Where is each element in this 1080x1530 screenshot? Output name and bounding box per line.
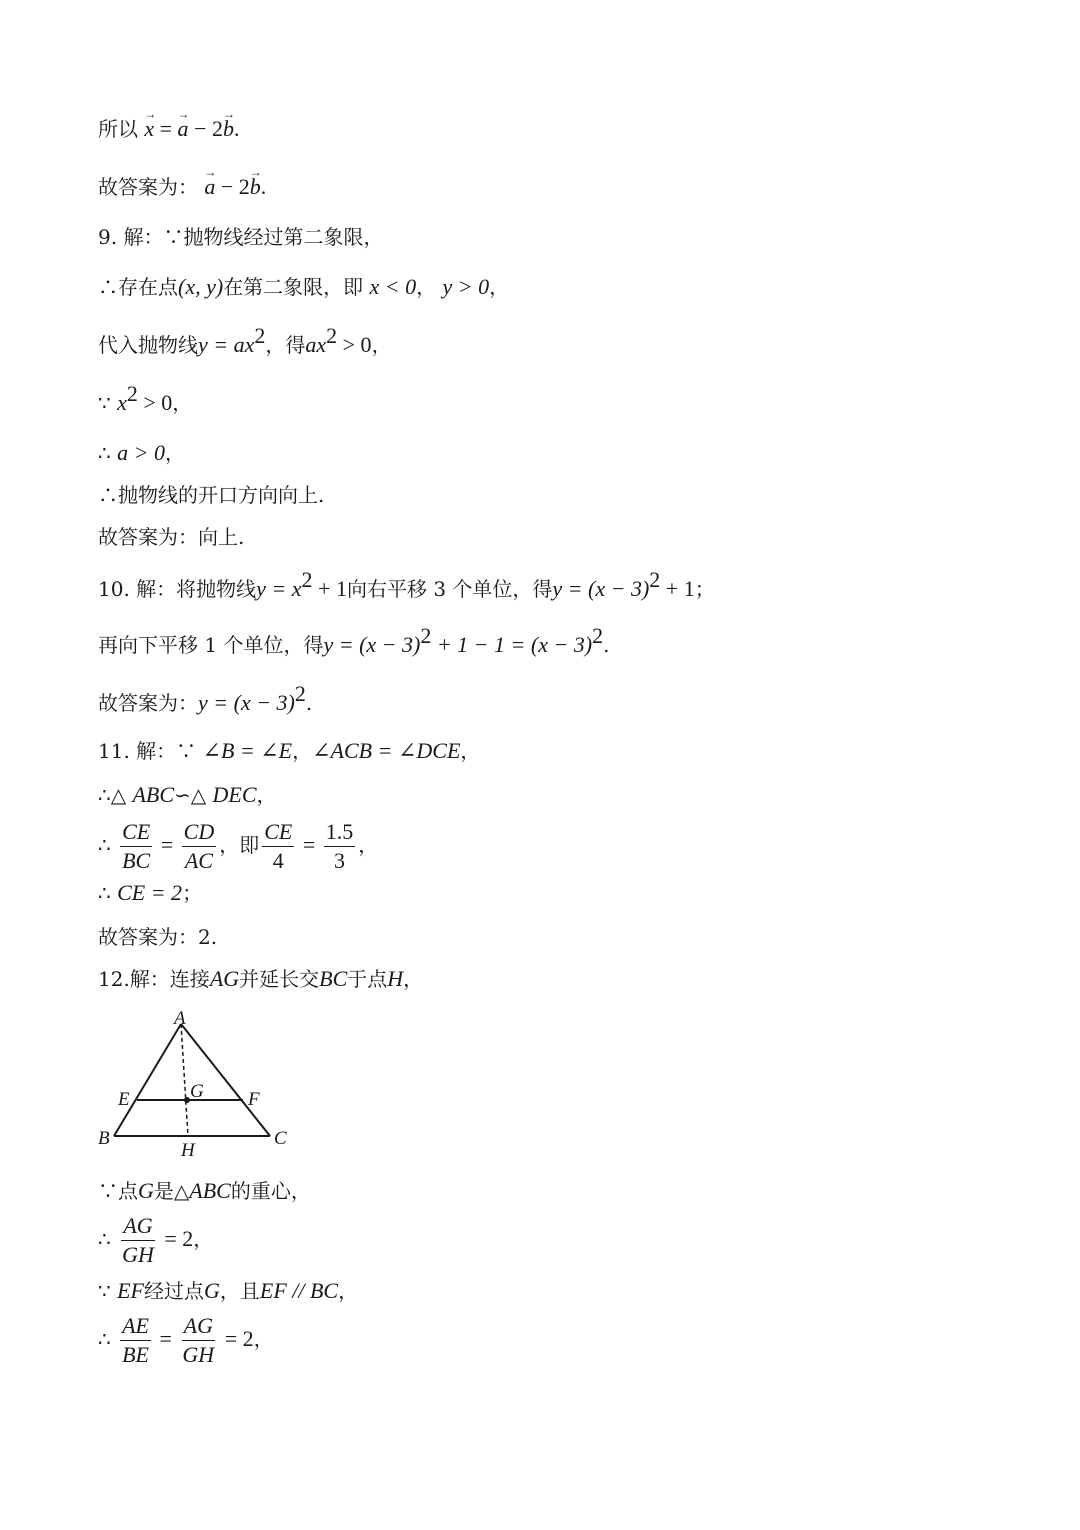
line-q9-point — [98, 274, 509, 300]
math: H — [387, 966, 404, 991]
text: 经过点 — [143, 1279, 204, 1303]
text: ∴ — [98, 881, 118, 905]
denominator: GH — [182, 1342, 215, 1367]
text: ∵点 — [98, 1179, 138, 1203]
math: = — [153, 1326, 178, 1351]
math: a > 0 — [117, 440, 165, 465]
math: 2 — [254, 323, 266, 348]
label-b: B — [98, 1128, 110, 1149]
side-ac — [181, 1024, 270, 1136]
label-c: C — [274, 1128, 287, 1149]
line-vector-x — [98, 116, 239, 142]
line-q11-angles — [98, 738, 480, 764]
math: = — [155, 832, 179, 857]
math: x < 0 — [369, 274, 417, 299]
line-answer-8 — [98, 174, 266, 200]
vector-b: → b — [250, 174, 261, 200]
math: AG — [209, 966, 240, 991]
math: ∠ACB = ∠DCE — [312, 738, 461, 763]
text: 在第二象限，即 — [223, 275, 364, 299]
line-q12-parallel — [98, 1278, 358, 1304]
numerator: CE — [262, 819, 294, 847]
line-q11-similar — [98, 782, 277, 808]
math: > 0 — [137, 390, 173, 415]
text: ， — [193, 1227, 214, 1251]
text: ∴ — [98, 441, 118, 465]
text: ， — [256, 783, 277, 807]
text: ∴ — [98, 1227, 118, 1251]
text: . — [233, 116, 240, 141]
math: ABC — [132, 782, 175, 807]
text: 故答案为： — [98, 175, 198, 199]
text: ∴ — [98, 833, 118, 857]
triangle-figure — [88, 1002, 308, 1162]
text: △ — [190, 783, 213, 807]
side-ab — [114, 1024, 181, 1136]
text: 11. 解：∵ — [98, 739, 203, 763]
text: 并延长交 — [239, 967, 320, 991]
line-q12-ratio2 — [98, 1310, 274, 1368]
math: > 0 — [337, 332, 372, 357]
math: (x, y) — [178, 274, 224, 299]
text: ∵ — [98, 1279, 118, 1303]
text: ； — [182, 881, 203, 905]
text: 是 — [153, 1179, 174, 1203]
denominator: BC — [122, 848, 151, 873]
math: y = (x − 3) — [198, 690, 295, 715]
text: ，得 — [265, 333, 306, 357]
line-q12-start — [98, 966, 423, 992]
text: ， — [403, 967, 424, 991]
text: ， — [164, 441, 185, 465]
line-q11-ce — [98, 880, 202, 906]
text: 代入抛物线 — [98, 333, 198, 357]
math: DEC — [212, 782, 257, 807]
text: = — [154, 116, 178, 141]
text: ， — [292, 739, 313, 763]
text: ∴ — [98, 1327, 118, 1351]
line-q9-a — [98, 440, 185, 466]
text: 所以 — [98, 117, 138, 141]
math: y = (x − 3) — [323, 632, 421, 657]
text: ， — [358, 833, 379, 857]
math: 2 — [126, 381, 138, 406]
numerator: 1.5 — [324, 819, 356, 847]
text: ， — [338, 1279, 359, 1303]
math: ABC — [189, 1178, 231, 1203]
text: 12.解：连接 — [98, 967, 210, 991]
text: . — [260, 174, 267, 199]
text: ， — [371, 333, 392, 357]
text: ，即 — [219, 833, 260, 857]
fraction — [180, 1313, 216, 1368]
text: . — [603, 633, 610, 657]
text: ，且 — [219, 1279, 260, 1303]
line-q9-direction: ∴抛物线的开口方向向上. — [98, 483, 325, 507]
text: 故答案为： — [98, 691, 198, 715]
line-q9-because — [98, 381, 193, 416]
text: 向右平移 3 个单位，得 — [346, 577, 553, 601]
text: . — [305, 691, 313, 715]
line-q12-centroid — [98, 1178, 311, 1204]
text: ， — [416, 275, 437, 299]
denominator: 3 — [334, 848, 345, 873]
denominator: BE — [122, 1342, 149, 1367]
text: 10. 解：将抛物线 — [98, 577, 257, 601]
label-g: G — [190, 1081, 204, 1102]
text: ， — [172, 391, 193, 415]
math: G — [138, 1178, 154, 1203]
math: 2 — [420, 623, 432, 648]
text: 的重心， — [230, 1179, 311, 1203]
fraction — [262, 819, 294, 874]
numerator: AG — [182, 1313, 215, 1341]
text: 于点 — [347, 967, 388, 991]
text: ∴存在点 — [98, 275, 178, 299]
math: 2 — [294, 681, 306, 706]
text: − 2 — [188, 116, 223, 141]
text: 再向下平移 1 个单位，得 — [98, 633, 324, 657]
text: ∽ — [174, 783, 191, 807]
text: ∵ — [98, 391, 118, 415]
text: △ — [173, 1179, 190, 1203]
text: ∴△ — [98, 783, 133, 807]
math: y > 0 — [442, 274, 490, 299]
line-answer-11: 故答案为：2. — [98, 925, 218, 949]
label-f: F — [248, 1089, 260, 1110]
denominator: GH — [122, 1242, 154, 1267]
math: BC — [319, 966, 348, 991]
line-q9-start: 9. 解：∵抛物线经过第二象限， — [98, 225, 384, 249]
text: ， — [489, 275, 510, 299]
line-q10-shift — [98, 567, 715, 602]
math: y = (x − 3) — [552, 576, 650, 601]
fraction — [120, 819, 152, 874]
line-q12-ratio1 — [98, 1210, 213, 1268]
math: G — [203, 1278, 220, 1303]
label-a: A — [174, 1008, 186, 1029]
numerator: CE — [120, 819, 152, 847]
text: ， — [253, 1327, 274, 1351]
numerator: CD — [182, 819, 217, 847]
math: ∠B = ∠E — [202, 738, 293, 763]
math: 2 — [592, 623, 604, 648]
vector-a: → a — [178, 116, 189, 142]
line-q9-substitute — [98, 323, 392, 358]
math: + 1 − 1 = (x − 3) — [431, 632, 593, 657]
math: EF // BC — [259, 1278, 339, 1303]
math: = — [297, 832, 321, 857]
vector-b: → b — [223, 116, 234, 142]
fraction — [182, 819, 217, 874]
math: + 1 — [312, 576, 347, 601]
text: − 2 — [215, 174, 250, 199]
numerator: AE — [120, 1313, 151, 1341]
denominator: 4 — [272, 848, 284, 873]
line-q11-ratio — [98, 816, 378, 874]
fraction — [120, 1313, 151, 1368]
math: 2 — [649, 567, 661, 592]
math: CE = 2 — [117, 880, 183, 905]
line-q10-down — [98, 623, 610, 658]
math: 2 — [301, 567, 313, 592]
line-answer-9: 故答案为：向上. — [98, 525, 245, 549]
math: ax — [305, 332, 327, 357]
denominator: AC — [184, 848, 213, 873]
math: = 2 — [219, 1326, 254, 1351]
text: ， — [460, 739, 481, 763]
median-ah — [181, 1024, 188, 1136]
numerator: AG — [121, 1213, 154, 1241]
math: x — [117, 390, 127, 415]
vector-a: → a — [204, 174, 215, 200]
text: ； — [694, 577, 715, 601]
math: + 1 — [660, 576, 695, 601]
math: = 2 — [158, 1226, 194, 1251]
math: y = x — [256, 576, 302, 601]
vector-x: → x — [144, 116, 154, 142]
fraction — [324, 819, 356, 874]
math: y = ax — [198, 332, 255, 357]
label-h: H — [181, 1140, 195, 1161]
fraction — [120, 1213, 156, 1268]
line-answer-10 — [98, 681, 313, 716]
math: 2 — [326, 323, 338, 348]
math: EF — [117, 1278, 144, 1303]
label-e: E — [118, 1089, 130, 1110]
